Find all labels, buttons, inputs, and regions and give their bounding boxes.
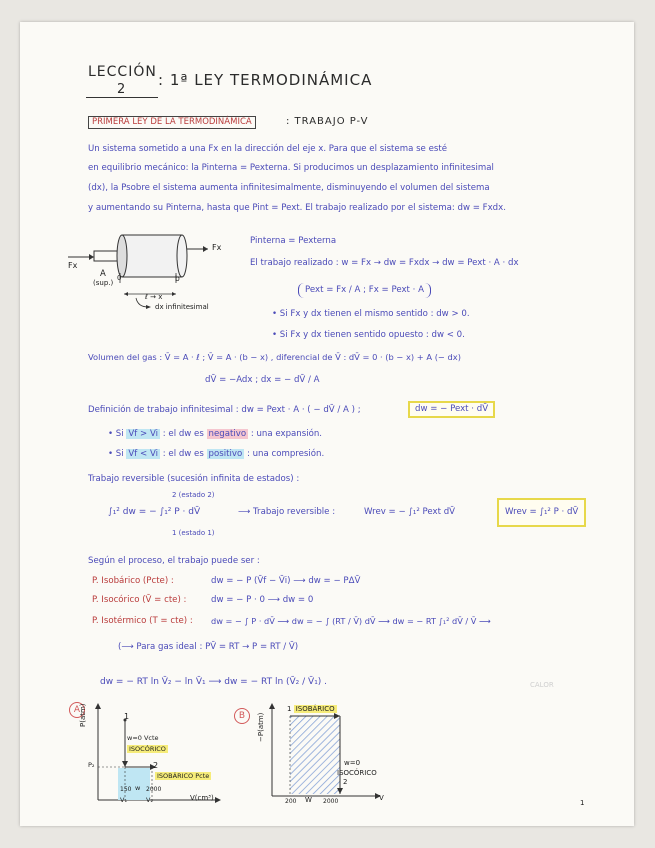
graph-a-tick-2: 2000 [146, 786, 162, 793]
graph-a-point-2: 2 [153, 761, 159, 770]
isothermal-final: dw = − RT ln V̄₂ − ln V̄₁ ⟶ dw = − RT ln (V̄₂ / V̄₁) . [100, 677, 328, 687]
isocoric-highlight: ISOCÓRICO [129, 745, 166, 753]
pint-equals-pext: Pinterna = Pexterna [250, 236, 337, 246]
graph-b-point-1: 1 [287, 705, 292, 713]
isothermal-label: P. Isotérmico (T = cte) : [92, 616, 193, 626]
work-formula-box: dw = − Pext · dV̄ [408, 401, 495, 418]
isobaric-highlight: ISOBÁRICO [295, 705, 335, 713]
opposite-direction-note: • Si Fx y dx tienen sentido opuesto : dw < 0. [272, 330, 465, 340]
compression-word: : una compresión. [246, 449, 325, 459]
ideal-gas-note: (⟶ Para gas ideal : PV̄ = RT → P = RT / V̄) [118, 642, 299, 652]
page-title: : 1ª LEY TERMODINÁMICA [158, 71, 373, 89]
process-intro: Según el proceso, el trabajo puede ser : [88, 556, 260, 566]
intro-line: (dx), la Psobre el sistema aumenta infinitesimalmente, disminuyendo el volumen del sistema [88, 183, 490, 193]
lesson-underline [86, 97, 158, 98]
graph-a-badge: A [69, 702, 85, 718]
graph-b [258, 700, 388, 806]
graph-b-w: W [305, 796, 312, 804]
intro-line: en equilibrio mecánico: la Pinterna = Pexterna. Si producimos un desplazamiento infinitesimal [88, 163, 494, 173]
graph-b-point-2: 2 [343, 778, 348, 786]
lesson-label: LECCIÓN [88, 64, 157, 80]
positive-word: positivo [208, 449, 243, 459]
area-sub: (sup.) [93, 279, 114, 287]
section-subtitle: : TRABAJO P-V [286, 116, 369, 127]
b-label: b [175, 274, 180, 283]
infinitesimal-work-def: Definición de trabajo infinitesimal : dw = Pext · A · ( − dV̄ / A ) ; [88, 405, 361, 415]
reversible-arrow-label: ⟶ Trabajo reversible : [238, 507, 336, 517]
negative-word: negativo [208, 429, 247, 439]
graph-b-isocoric: ISOCÓRICO [337, 769, 377, 777]
graph-b-xlabel: V [379, 794, 384, 802]
wrev-formula: Wrev = − ∫₁² Pext dV̄ [364, 507, 456, 517]
dw-text: : el dw es [162, 449, 204, 459]
section-box: PRIMERA LEY DE LA TERMODINÁMICA [88, 116, 256, 129]
graph-a-ylabel: P(atm) [79, 703, 87, 727]
graph-a-v1: V₁ [120, 796, 128, 804]
graph-b-tick-2: 2000 [323, 798, 339, 805]
isochoric-label: P. Isocórico (V̄ = cte) : [92, 595, 187, 605]
state-1: 1 (estado 1) [172, 529, 215, 537]
expansion-note [108, 430, 322, 439]
compression-note [108, 450, 324, 459]
graph-b-tick-1: 200 [285, 798, 297, 805]
area-label: A [100, 269, 106, 279]
bullet-prefix: • Si [108, 429, 124, 439]
graph-a-isobaric [155, 773, 211, 780]
isothermal-result: dw = − ∫ P · dV̄ ⟶ dw = − ∫ (RT / V̄) dV̄ ⟶ dw = − RT ∫₁² dV̄ / V̄ ⟶ [211, 616, 491, 626]
length-label: ℓ → x [145, 293, 163, 301]
isochoric-result: dw = − P · 0 ⟶ dw = 0 [211, 595, 314, 605]
fx-right-label: Fx [212, 243, 222, 252]
isobaric-highlight: ISOBÁRICO Pcte [157, 772, 210, 780]
isobaric-label: P. Isobárico (Pcte) : [92, 576, 174, 586]
state-2: 2 (estado 2) [172, 491, 215, 499]
graph-a-xlabel: V(cm³) [190, 794, 214, 802]
dw-text: : el dw es [162, 429, 204, 439]
intro-line: Un sistema sometido a una Fx en la dirección del eje x. Para que el sistema se esté [88, 144, 447, 154]
graph-a-p2: P₂ [88, 761, 95, 769]
vf-gt-vi: Vf > Vi [128, 429, 159, 439]
wrev-box: Wrev = ∫₁² P · dV̄ [497, 498, 586, 527]
graph-a-tick-1: 150 [120, 786, 132, 793]
work-done-line: El trabajo realizado : w = Fx → dw = Fxdx → dw = Pext · A · dx [250, 258, 519, 268]
graph-b-badge: B [234, 708, 250, 724]
reversible-integral: ∫₁² dw = − ∫₁² P · dV̄ [108, 507, 201, 517]
graph-b-w0: w=0 [344, 759, 361, 767]
expansion-word: : una expansión. [250, 429, 323, 439]
bleed-through-text: CALOR [530, 681, 554, 689]
graph-b-isobaric [287, 706, 337, 713]
dx-label: dx infinitesimal [155, 303, 209, 311]
graph-a-w0: w=0 Vcte [127, 734, 159, 742]
volume-diff-line: dV̄ = −Adx ; dx = − dV̄ / A [205, 375, 320, 385]
bullet-prefix: • Si [108, 449, 124, 459]
intro-line: y aumentando su Pinterna, hasta que Pint = Pext. El trabajo realizado por el sistema: dw = Fxdx. [88, 203, 506, 213]
graph-a-isocoric [127, 746, 168, 753]
isobaric-result: dw = − P (V̄f − V̄i) ⟶ dw = − PΔV̄ [211, 576, 361, 586]
fx-left-label: Fx [68, 261, 78, 270]
graph-a-v2: V₂ [146, 796, 154, 804]
pressure-relation: Pext = Fx / A ; Fx = Pext · A [298, 283, 431, 298]
origin-label: 0 [117, 274, 122, 282]
vf-lt-vi: Vf < Vi [128, 449, 159, 459]
graph-b-ylabel: −P(atm) [257, 712, 265, 742]
graph-a-w: w [135, 784, 141, 792]
graph-a-point-1: 1 [124, 712, 130, 721]
reversible-title: Trabajo reversible (sucesión infinita de estados) : [88, 474, 300, 484]
same-direction-note: • Si Fx y dx tienen el mismo sentido : dw > 0. [272, 309, 470, 319]
lesson-number: 2 [117, 82, 127, 97]
page-mark: 1 [580, 799, 585, 807]
volume-line: Volumen del gas : V̄ = A · ℓ ; V̄ = A · (b − x) , diferencial de V̄ : dV̄ = 0 · (b − x) + A (− dx) [88, 352, 461, 362]
